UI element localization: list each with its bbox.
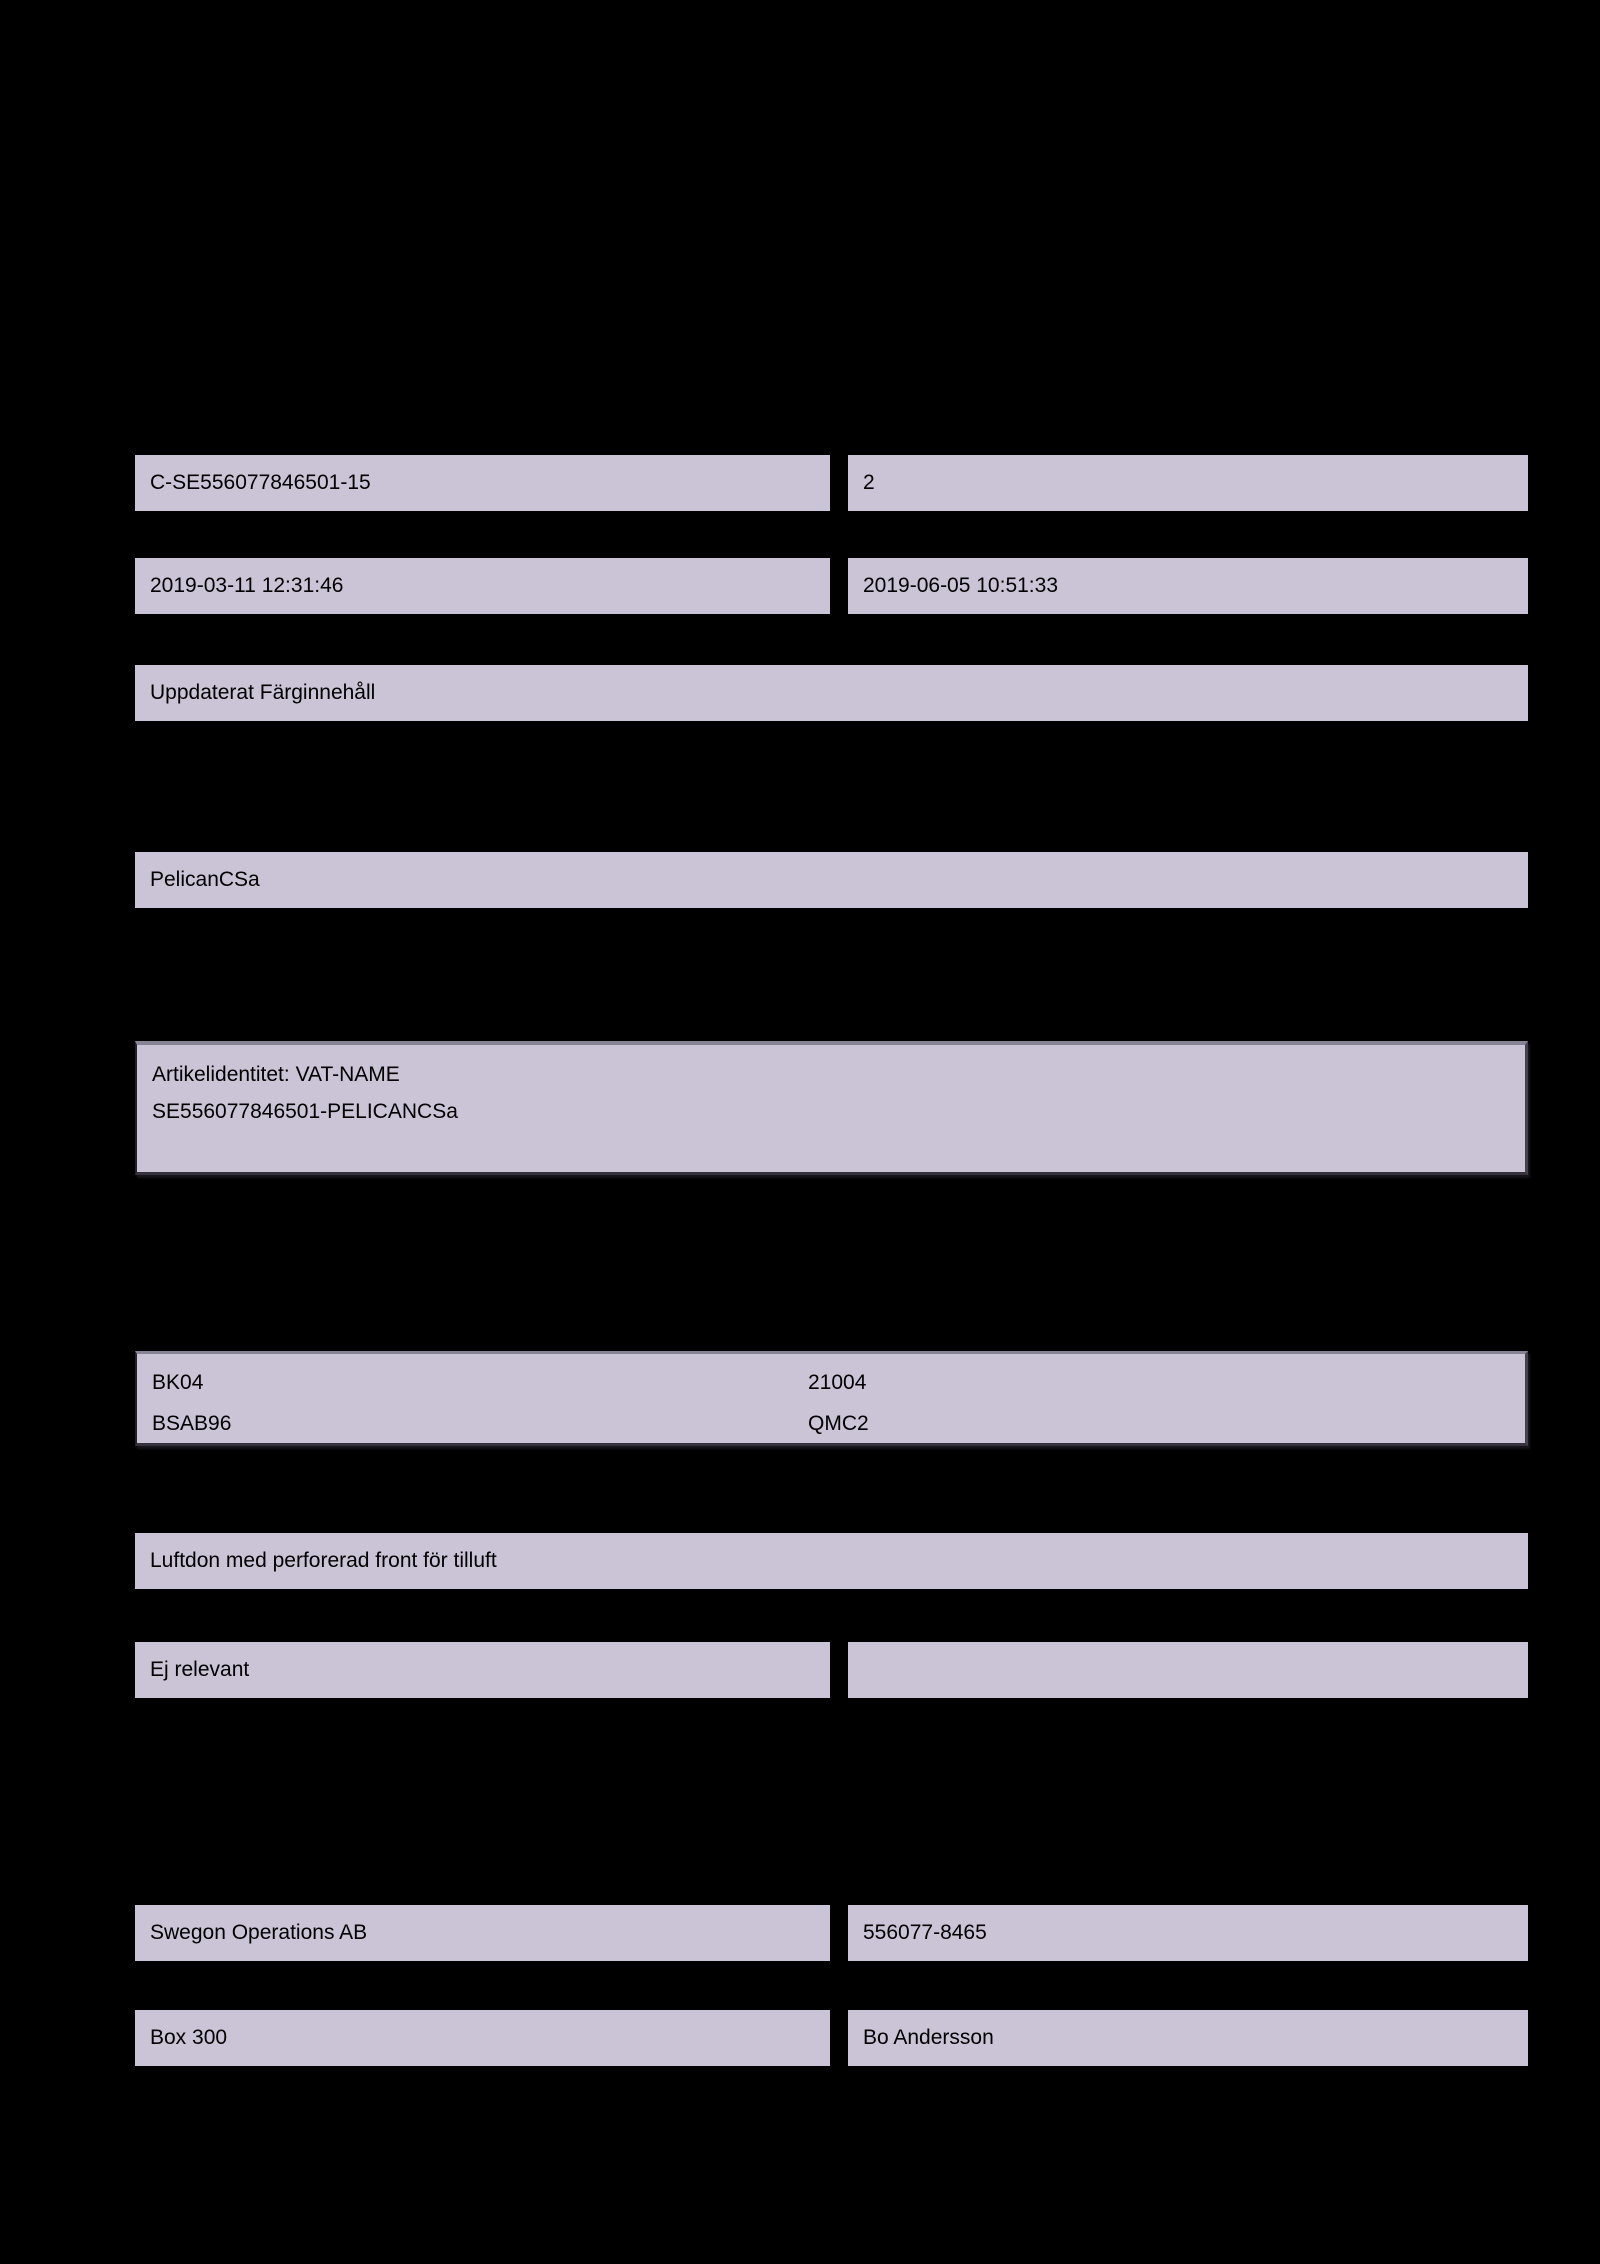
company-name-field[interactable]: Swegon Operations AB (135, 1905, 830, 1961)
change-note-field[interactable]: Uppdaterat Färginnehåll (135, 665, 1528, 721)
org-number-field[interactable]: 556077-8465 (848, 1905, 1528, 1961)
classification-code-bsab96: QMC2 (808, 1412, 869, 1435)
classification-code-bk04: 21004 (808, 1371, 867, 1394)
relevance-field[interactable]: Ej relevant (135, 1642, 830, 1698)
address-field[interactable]: Box 300 (135, 2010, 830, 2066)
document-id-field[interactable]: C-SE556077846501-15 (135, 455, 830, 511)
classification-box[interactable] (135, 1351, 1528, 1446)
article-identity-textarea[interactable] (135, 1041, 1528, 1175)
product-description-field[interactable]: Luftdon med perforerad front för tilluft (135, 1533, 1528, 1589)
product-name-field[interactable]: PelicanCSa (135, 852, 1528, 908)
version-field[interactable]: 2 (848, 455, 1528, 511)
article-identity-line1: Artikelidentitet: VAT-NAME (152, 1063, 400, 1086)
classification-system-bsab96: BSAB96 (152, 1412, 232, 1435)
contact-person-field[interactable]: Bo Andersson (848, 2010, 1528, 2066)
empty-value-field[interactable] (848, 1642, 1528, 1698)
created-datetime-field[interactable]: 2019-03-11 12:31:46 (135, 558, 830, 614)
updated-datetime-field[interactable]: 2019-06-05 10:51:33 (848, 558, 1528, 614)
classification-system-bk04: BK04 (152, 1371, 204, 1394)
article-identity-line2: SE556077846501-PELICANCSa (152, 1100, 458, 1123)
